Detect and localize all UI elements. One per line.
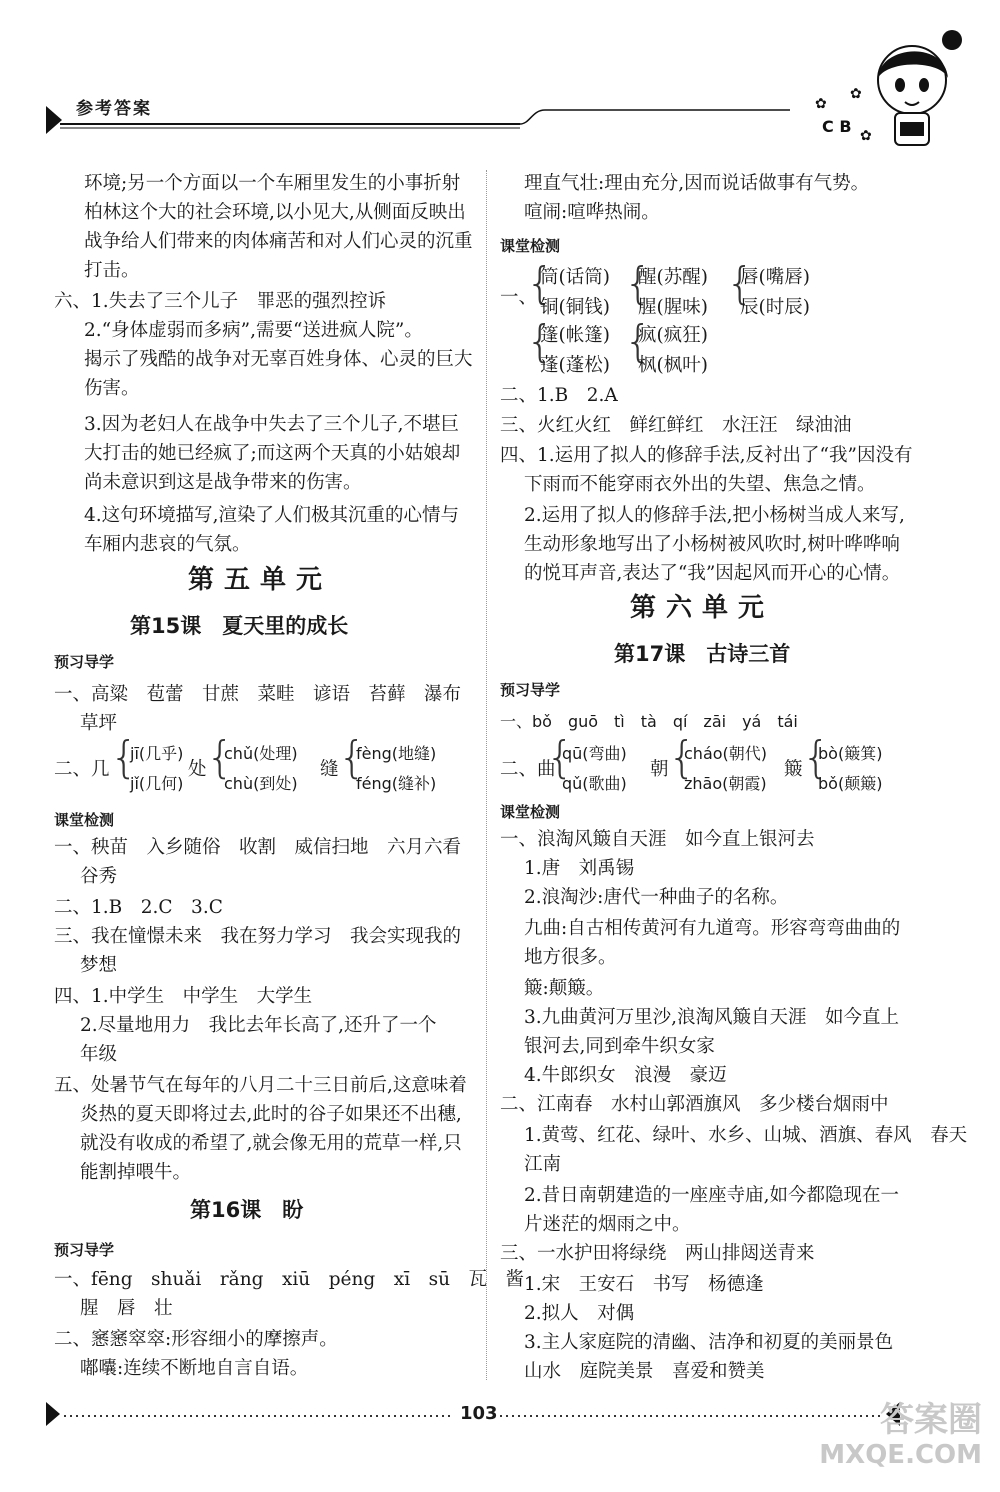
pinyin-group — [818, 742, 882, 796]
text-line: 三、火红火红 鲜红鲜红 水汪汪 绿油油 — [500, 415, 852, 436]
text-line: 车厢内悲哀的气氛。 — [84, 534, 251, 555]
char-group — [638, 266, 708, 320]
text-line: 银河去,同到牵牛织女家 — [524, 1036, 715, 1057]
text-line: 二、窸窸窣窣:形容细小的摩擦声。 — [54, 1329, 338, 1350]
column-divider — [486, 170, 487, 1380]
pinyin-item: féng(缝补) — [356, 774, 437, 793]
text-line: 四、1.中学生 中学生 大学生 — [54, 986, 313, 1007]
section-heading: 预习导学 — [54, 653, 115, 671]
header-title: 参考答案 — [76, 99, 152, 119]
text-line: 下雨而不能穿雨衣外出的失望、焦急之情。 — [524, 474, 876, 495]
char-group — [540, 324, 610, 378]
text-line: 环境;另一个方面以一个车厢里发生的小事折射 — [84, 173, 461, 194]
text-line: 腥 唇 壮 — [80, 1298, 173, 1319]
text-line: 3.九曲黄河万里沙,浪淘风簸自天涯 如今直上 — [524, 1007, 900, 1028]
text-line: 能割掉喂牛。 — [80, 1162, 192, 1183]
text-line: 4.这句环境描写,渲染了人们极其沉重的心情与 — [84, 505, 460, 526]
text-line: 二、1.B 2.A — [500, 385, 618, 406]
pinyin-item: bò(簸箕) — [818, 744, 883, 763]
text-line: 2.浪淘沙:唐代一种曲子的名称。 — [524, 887, 789, 908]
unit-title: 第六单元 — [630, 593, 775, 623]
char-group — [740, 266, 810, 320]
section-heading: 课堂检测 — [500, 803, 561, 821]
pinyin-item: chǔ(处理) — [224, 744, 298, 763]
text-line: 五、处暑节气在每年的八月二十三日前后,这意味着 — [54, 1075, 467, 1096]
text-line: 谷秀 — [80, 866, 118, 887]
text-line: 2.运用了拟人的修辞手法,把小杨树当成人来写, — [524, 505, 905, 526]
header-decoration — [0, 0, 1000, 170]
section-heading: 预习导学 — [500, 681, 561, 699]
text-line: 一、秧苗 入乡随俗 收割 威信扫地 六月六看 — [54, 837, 462, 858]
watermark-brand: 答案圈 — [880, 1400, 982, 1440]
pinyin-item: fèng(地缝) — [356, 744, 437, 763]
text-line: 战争给人们带来的肉体痛苦和对人们心灵的沉重 — [84, 231, 473, 252]
brace-icon: { — [726, 258, 754, 309]
brace-icon: { — [546, 732, 574, 783]
text-line: 片迷茫的烟雨之中。 — [524, 1214, 691, 1235]
text-line: 二、1.B 2.C 3.C — [54, 897, 223, 918]
text-line: 揭示了残酷的战争对无辜百姓身体、心灵的巨大 — [84, 349, 473, 370]
char-item: 枫(枫叶) — [638, 355, 708, 376]
section-heading: 课堂检测 — [500, 237, 561, 255]
text-line: 1.黄莺、红花、绿叶、水乡、山城、酒旗、春风 春天 — [524, 1125, 968, 1146]
text-line: 一、浪淘风簸自天涯 如今直上银河去 — [500, 829, 815, 850]
char-item: 醒(苏醒) — [638, 267, 708, 288]
text-line: 2.“身体虚弱而多病”,需要“送进疯人院”。 — [84, 320, 423, 341]
header-arrow-icon — [46, 106, 62, 134]
section-heading: 预习导学 — [54, 1241, 115, 1259]
char-group — [540, 266, 610, 320]
text-line: 就没有收成的希望了,就会像无用的荒草一样,只 — [80, 1133, 462, 1154]
group-char: 朝 — [650, 759, 669, 780]
char-item: 腥(腥味) — [638, 297, 708, 318]
text-line: 喧闹:喧哗热闹。 — [524, 202, 660, 223]
brace-icon: { — [338, 732, 366, 783]
text-line: 一、fēng shuǎi rǎng xiū péng xī sū 瓦 酱 — [54, 1269, 525, 1290]
cartoon-girl-icon — [815, 30, 962, 145]
text-line: 二、江南春 水村山郭酒旗风 多少楼台烟雨中 — [500, 1094, 889, 1115]
text-line: 2.昔日南朝建造的一座座寺庙,如今都隐现在一 — [524, 1185, 900, 1206]
group-lead: 二、曲 — [500, 759, 556, 780]
unit-title: 第五单元 — [188, 565, 333, 595]
brace-icon: { — [206, 732, 234, 783]
pinyin-item: bǒ(颠簸) — [818, 774, 883, 793]
text-line: 年级 — [80, 1044, 118, 1065]
text-line: 伤害。 — [84, 378, 140, 399]
char-item: 铜(铜钱) — [540, 297, 610, 318]
text-line: 六、1.失去了三个儿子 罪恶的强烈控诉 — [54, 291, 387, 312]
text-line: 2.拟人 对偶 — [524, 1303, 635, 1324]
text-line: 炎热的夏天即将过去,此时的谷子如果还不出穗, — [80, 1104, 462, 1125]
group-lead: 二、几 — [54, 759, 110, 780]
text-line: 3.因为老妇人在战争中失去了三个儿子,不堪巨 — [84, 414, 460, 435]
pinyin-item: zhāo(朝霞) — [684, 774, 767, 793]
brace-icon: { — [624, 316, 652, 367]
pinyin-group — [224, 742, 298, 796]
text-line: 1.唐 刘禹锡 — [524, 858, 635, 879]
text-line: 2.尽量地用力 我比去年长高了,还升了一个 — [80, 1015, 437, 1036]
svg-text:✿: ✿ — [860, 128, 872, 144]
text-line: 大打击的她已经疯了;而这两个天真的小姑娘却 — [84, 443, 461, 464]
footer-arrow-icon — [46, 1402, 60, 1426]
svg-text:✿: ✿ — [815, 96, 827, 112]
brace-icon: { — [526, 258, 554, 309]
lesson-title: 第17课 古诗三首 — [614, 642, 791, 666]
watermark-url: MXQE.COM — [819, 1440, 982, 1470]
svg-text:✿: ✿ — [850, 86, 862, 102]
section-heading: 课堂检测 — [54, 811, 115, 829]
brace-icon: { — [802, 732, 830, 783]
group-char: 处 — [188, 759, 207, 780]
char-item: 蓬(蓬松) — [540, 355, 610, 376]
text-line: 4.牛郎织女 浪漫 豪迈 — [524, 1065, 727, 1086]
text-line: 柏林这个大的社会环境,以小见大,从侧面反映出 — [84, 202, 466, 223]
group-char: 簸 — [784, 759, 803, 780]
brace-icon: { — [624, 258, 652, 309]
page-number: 103 — [460, 1403, 498, 1424]
brace-icon: { — [110, 732, 138, 783]
pinyin-item: qǔ(歌曲) — [562, 774, 627, 793]
group-lead: 一、 — [500, 287, 538, 308]
pinyin-item: qū(弯曲) — [562, 744, 627, 763]
text-line: 梦想 — [80, 955, 118, 976]
pinyin-item: jī(几乎) — [130, 744, 184, 763]
svg-text:C B: C B — [822, 117, 852, 136]
text-line: 打击。 — [84, 260, 140, 281]
watermark — [819, 1400, 982, 1470]
text-line: 嘟囔:连续不断地自言自语。 — [80, 1358, 309, 1379]
brace-icon: { — [668, 732, 696, 783]
text-line: 地方很多。 — [524, 947, 617, 968]
char-item: 辰(时辰) — [740, 297, 810, 318]
lesson-title: 第15课 夏天里的成长 — [130, 614, 349, 638]
pinyin-group — [356, 742, 436, 796]
text-line: 1.宋 王安石 书写 杨德逢 — [524, 1274, 764, 1295]
text-line: 山水 庭院美景 喜爱和赞美 — [524, 1361, 765, 1382]
char-item: 疯(疯狂) — [638, 325, 708, 346]
pinyin-item: cháo(朝代) — [684, 744, 768, 763]
pinyin-item: chù(到处) — [224, 774, 298, 793]
text-line: 九曲:自古相传黄河有九道弯。形容弯弯曲曲的 — [524, 918, 901, 939]
text-line: 生动形象地写出了小杨树被风吹时,树叶哗哗响 — [524, 534, 900, 555]
char-item: 唇(嘴唇) — [740, 267, 810, 288]
pinyin-group — [684, 742, 767, 796]
lesson-title: 第16课 盼 — [190, 1198, 304, 1222]
group-char: 缝 — [320, 759, 339, 780]
char-group — [638, 324, 708, 378]
pinyin-group — [562, 742, 627, 796]
text-line: 四、1.运用了拟人的修辞手法,反衬出了“我”因没有 — [500, 445, 913, 466]
text-line: 草坪 — [80, 713, 118, 734]
text-line: 3.主人家庭院的清幽、洁净和初夏的美丽景色 — [524, 1332, 894, 1353]
pinyin-group — [130, 742, 183, 796]
char-item: 筒(话筒) — [540, 267, 610, 288]
text-line: 江南 — [524, 1154, 562, 1175]
text-line: 理直气壮:理由充分,因而说话做事有气势。 — [524, 173, 870, 194]
text-line: 三、我在憧憬未来 我在努力学习 我会实现我的 — [54, 926, 462, 947]
text-line: 一、bǒ guō tì tà qí zāi yá tái — [500, 712, 798, 731]
char-item: 篷(帐篷) — [540, 325, 610, 346]
text-line: 三、一水护田将绿绕 两山排闼送青来 — [500, 1243, 815, 1264]
text-line: 一、高粱 苞蕾 甘蔗 菜畦 谚语 苔藓 瀑布 — [54, 684, 462, 705]
brace-icon: { — [526, 316, 554, 367]
text-line: 的悦耳声音,表达了“我”因起风而开心的心情。 — [524, 563, 901, 584]
text-line: 簸:颠簸。 — [524, 978, 605, 999]
pinyin-item: jǐ(几何) — [130, 774, 184, 793]
text-line: 尚未意识到这是战争带来的伤害。 — [84, 472, 362, 493]
